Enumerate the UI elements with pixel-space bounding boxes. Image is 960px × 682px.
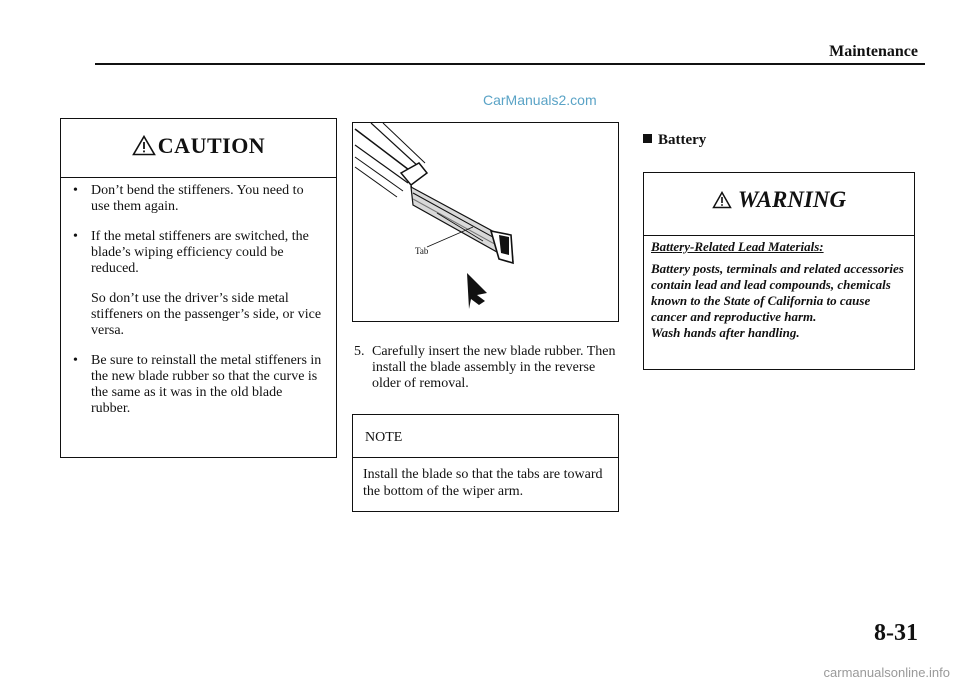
note-divider [353, 457, 618, 458]
caution-item [73, 183, 322, 215]
caution-item-note: So don’t use the driver’s side metal stiffeners on the passenger’s side, or vice versa. [91, 291, 322, 338]
warning-heading [644, 187, 914, 213]
caution-item-text: If the metal stiffeners are switched, the blade’s wiping efficiency could be reduced. [91, 229, 309, 276]
bullet: • [73, 229, 78, 244]
caution-box [60, 118, 337, 458]
watermark-top: CarManuals2.com [483, 92, 597, 108]
blade-figure [352, 122, 619, 322]
warning-triangle-icon [132, 135, 156, 156]
watermark-bottom: carmanualsonline.info [823, 665, 950, 680]
caution-divider [61, 177, 336, 178]
warning-triangle-icon [712, 191, 732, 209]
step-5 [354, 344, 624, 392]
step-number: 5. [354, 344, 365, 359]
section-title: Maintenance [829, 43, 918, 60]
bullet: • [73, 183, 78, 198]
note-text: Install the blade so that the tabs are toward the bottom of the wiper arm. [363, 467, 603, 499]
tab-label: Tab [415, 246, 429, 256]
warning-instruction: Wash hands after handling. [651, 325, 800, 340]
warning-box [643, 172, 915, 370]
page-number: 8-31 [874, 620, 918, 646]
battery-heading-text: Battery [658, 132, 707, 148]
warning-divider [644, 235, 914, 236]
caution-title: CAUTION [157, 133, 266, 158]
step-text: Carefully insert the new blade rubber. Then install the blade assembly in the reverse older of removal. [372, 344, 616, 391]
header-rule [95, 63, 925, 65]
warning-title: WARNING [737, 187, 847, 212]
wiper-blade-illustration [353, 123, 618, 321]
warning-subtitle: Battery-Related Lead Materials: [651, 239, 824, 254]
caution-item [73, 229, 322, 339]
caution-body [73, 183, 322, 431]
caution-item-text: Don’t bend the stiffeners. You need to use them again. [91, 183, 304, 214]
caution-item [73, 353, 322, 417]
note-box [352, 414, 619, 512]
bullet: • [73, 353, 78, 368]
caution-item-text: Be sure to reinstall the metal stiffeners in the new blade rubber so that the curve is the same as it was in the old blade rubber. [91, 353, 322, 416]
battery-heading [643, 132, 706, 149]
note-title: NOTE [365, 430, 403, 445]
warning-text: Battery posts, terminals and related accessories contain lead and lead compounds, chemicals known to the State of California to cause cancer and reproductive harm. [651, 261, 904, 324]
caution-heading [61, 133, 336, 159]
warning-body [651, 239, 906, 341]
square-bullet-icon [643, 134, 652, 143]
